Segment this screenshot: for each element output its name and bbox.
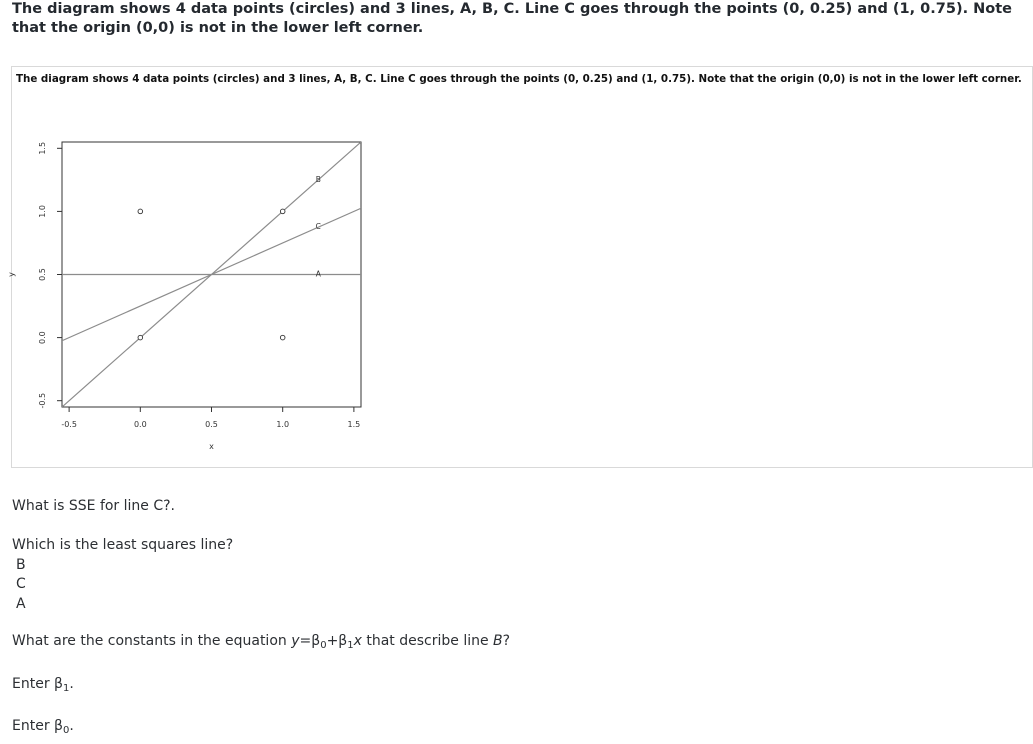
constants-prefix: What are the constants in the equation xyxy=(12,633,292,649)
question-constants xyxy=(12,633,510,651)
eq-sub0: 0 xyxy=(320,640,327,651)
x-tick-label: 0.0 xyxy=(133,420,147,429)
line-label-b: B xyxy=(315,174,321,184)
x-axis-label: x xyxy=(209,442,214,451)
question-least-squares: Which is the least squares line? xyxy=(12,537,234,553)
constants-line: B xyxy=(493,633,503,649)
data-point xyxy=(280,335,285,340)
question-sse-text: What is SSE for line C?. xyxy=(12,498,176,514)
constants-suffix: that describe line xyxy=(361,633,494,649)
constants-end: ? xyxy=(502,633,511,649)
x-tick-label: 0.5 xyxy=(205,420,218,429)
option-b[interactable]: B xyxy=(16,557,26,573)
y-tick-label: 1.0 xyxy=(38,205,47,218)
x-tick-label: -0.5 xyxy=(61,420,77,429)
question-sse xyxy=(12,498,175,514)
scatter-plot xyxy=(7,67,1022,465)
eq-y: y xyxy=(291,633,300,649)
y-tick-label: 1.5 xyxy=(38,141,47,155)
eq-beta0: =β xyxy=(299,633,321,649)
y-axis-label: y xyxy=(7,272,16,277)
question-header: The diagram shows 4 data points (circles) and 3 lines, A, B, C. Line C goes through the points (0, 0.25) and (1, 0.75). Note that the origin (0,0) is not in the lower left corner. xyxy=(12,1,1012,36)
enter-beta1-sub: 1 xyxy=(62,683,70,694)
data-point xyxy=(280,209,285,214)
data-point xyxy=(138,209,143,214)
figure-caption: The diagram shows 4 data points (circles) and 3 lines, A, B, C. Line C goes through the points (0, 0.25) and (1, 0.75). Note that the origin (0,0) is not in the lower left corner. xyxy=(16,73,1022,85)
enter-beta0-period: . xyxy=(69,718,74,734)
enter-beta1-label xyxy=(12,676,74,694)
x-tick-label: 1.0 xyxy=(276,420,290,429)
line-label-a: A xyxy=(315,269,321,279)
eq-beta1: +β xyxy=(326,633,348,649)
x-tick-label: 1.5 xyxy=(347,420,361,429)
eq-x: x xyxy=(353,633,362,649)
enter-beta0-text: Enter β xyxy=(12,718,63,734)
eq-sub1: 1 xyxy=(347,640,354,651)
figure-panel xyxy=(7,66,1033,468)
line-label-c: C xyxy=(315,222,321,232)
enter-beta1-period: . xyxy=(69,676,74,692)
y-tick-label: 0.0 xyxy=(38,331,47,344)
enter-beta1-text: Enter β xyxy=(12,676,63,692)
enter-beta0-sub: 0 xyxy=(62,725,70,736)
y-tick-label: -0.5 xyxy=(38,392,47,409)
option-c[interactable]: C xyxy=(16,576,26,592)
y-tick-label: 0.5 xyxy=(38,268,47,281)
enter-beta0-label xyxy=(12,718,74,736)
option-a[interactable]: A xyxy=(16,596,26,612)
data-point xyxy=(138,335,143,340)
